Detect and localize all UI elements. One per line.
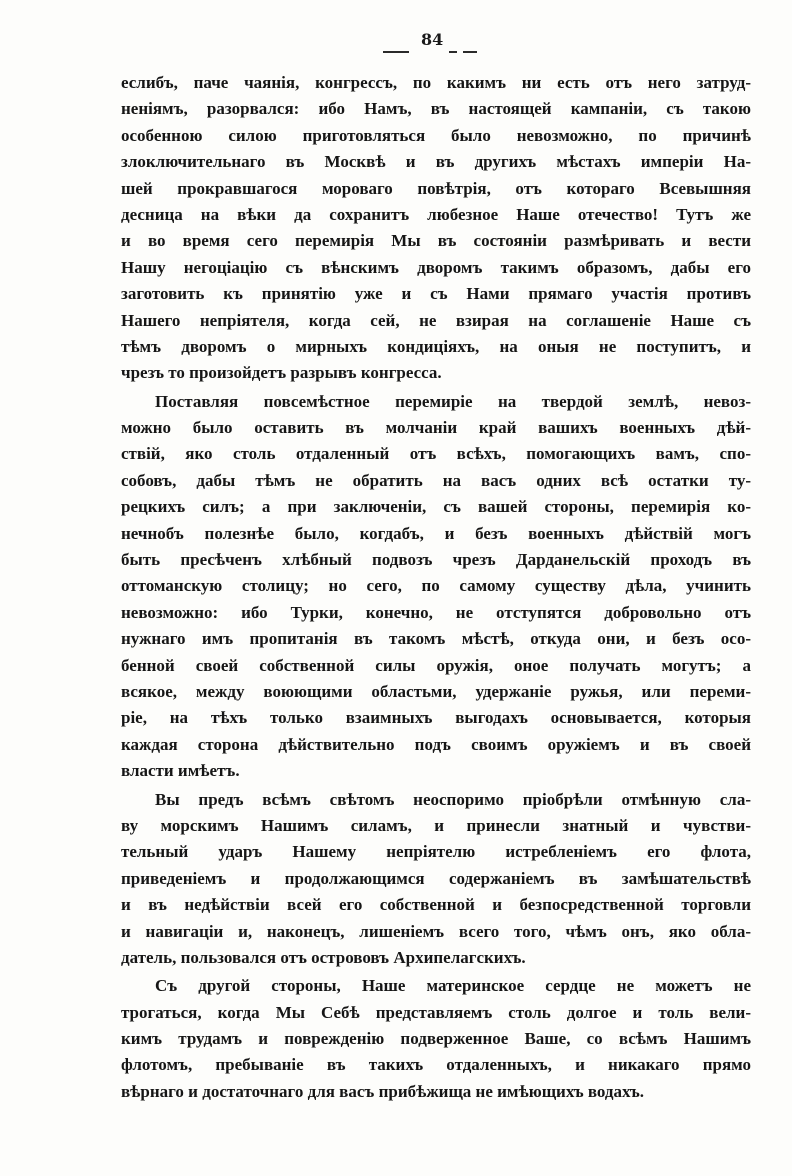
text-line: Поставляя повсемѣстное перемиріе на твердой землѣ, невоз-	[155, 391, 751, 411]
text-line: ствій, яко столь отдаленный отъ всѣхъ, помогающихъ вамъ, спо-	[121, 444, 751, 464]
text-line: каждая сторона дѣйствительно подъ своимъ оружіемъ и въ своей	[121, 734, 751, 754]
body-text	[121, 70, 751, 1105]
text-line: трогаться, когда Мы Себѣ представляемъ столь долгое и толь вели-	[121, 1002, 751, 1022]
text-line: десница на вѣки да сохранитъ любезное Наше отечество! Тутъ же	[121, 204, 751, 224]
text-line: чрезъ то произойдетъ разрывъ конгресса.	[121, 363, 442, 383]
header-rule-left	[383, 51, 409, 53]
text-line: Вы предъ всѣмъ свѣтомъ неоспоримо пріобрѣли отмѣнную сла-	[155, 789, 751, 809]
text-line: быть пресѣченъ хлѣбный подвозъ чрезъ Дарданельскій проходъ въ	[121, 550, 751, 570]
text-line: особенною силою приготовляться было невозможно, по причинѣ	[121, 125, 751, 145]
text-line: нечнобъ полезнѣе было, когдабъ, и безъ военныхъ дѣйствій могъ	[121, 523, 751, 543]
text-line: ву морскимъ Нашимъ силамъ, и принесли знатный и чувстви-	[121, 815, 751, 835]
text-line: Нашу негоціацію съ вѣнскимъ дворомъ такимъ образомъ, дабы его	[121, 257, 751, 277]
text-line: власти имѣетъ.	[121, 761, 240, 781]
paragraph	[121, 389, 751, 785]
text-line: можно было оставить въ молчаніи край вашихъ военныхъ дѣй-	[121, 418, 751, 438]
text-line: и въ недѣйствіи всей его собственной и безпосредственной торговли	[121, 895, 751, 915]
text-line: заготовить къ принятію уже и съ Нами прямаго участія противъ	[121, 284, 751, 304]
text-line: бенной своей собственной силы оружія, оное получать могутъ; а	[121, 655, 751, 675]
text-line: и во время сего перемирія Мы въ состояніи размѣривать и вести	[121, 231, 751, 251]
text-line: ріе, на тѣхъ только взаимныхъ выгодахъ основывается, которыя	[121, 708, 751, 728]
text-line: приведеніемъ и продолжающимся содержаніемъ въ замѣшательствѣ	[121, 868, 751, 888]
text-line: Съ другой стороны, Наше материнское сердце не можетъ не	[155, 976, 751, 996]
text-line: тельный ударъ Нашему непріятелю истребленіемъ его флота,	[121, 842, 751, 862]
text-line: всякое, между воюющими областьми, удержаніе ружья, или переми-	[121, 681, 751, 701]
text-line: вѣрнаго и достаточнаго для васъ прибѣжища не имѣющихъ водахъ.	[121, 1081, 645, 1101]
text-line: злоключительнаго въ Москвѣ и въ другихъ мѣстахъ имперіи На-	[121, 152, 751, 172]
text-line: оттоманскую столицу; но сего, по самому существу дѣла, учинить	[121, 576, 751, 596]
text-line: собовъ, дабы тѣмъ не обратить на васъ одних всѣ остатки ту-	[121, 470, 751, 490]
paragraph	[121, 70, 751, 387]
text-line: Нашего непріятеля, когда сей, не взирая на соглашеніе Наше съ	[121, 310, 751, 330]
text-line: еслибъ, паче чаянія, конгрессъ, по какимъ ни есть отъ него затруд-	[121, 73, 751, 92]
header-rule-right-a	[449, 51, 457, 53]
text-line: тѣмъ дворомъ о мирныхъ кондиціяхъ, на оныя не поступитъ, и	[121, 336, 751, 356]
paragraph	[121, 973, 751, 1105]
header-rule-right-b	[463, 51, 477, 53]
text-line: нужнаго имъ пропитанія въ такомъ мѣстѣ, откуда они, и безъ осо-	[121, 629, 751, 649]
page-header	[0, 28, 792, 58]
text-line: датель, пользовался отъ острововъ Архипелагскихъ.	[121, 947, 526, 967]
text-line: и навигаціи и, наконецъ, лишеніемъ всего того, чѣмъ онъ, яко обла-	[121, 921, 751, 941]
page-number: 84	[421, 30, 444, 49]
text-line: кимъ трудамъ и поврежденію подверженное Ваше, со всѣмъ Нашимъ	[121, 1029, 751, 1049]
paragraph	[121, 787, 751, 972]
text-line: флотомъ, пребываніе въ такихъ отдаленныхъ, и никакаго прямо	[121, 1055, 751, 1075]
text-line: невозможно: ибо Турки, конечно, не отступятся добровольно отъ	[121, 602, 751, 622]
text-line: неніямъ, разорвался: ибо Намъ, въ настоящей кампаніи, съ такою	[121, 99, 751, 119]
text-line: рецкихъ силъ; а при заключеніи, съ вашей стороны, перемирія ко-	[121, 497, 751, 517]
text-line: шей прокравшагося мороваго повѣтрія, отъ котораго Всевышняя	[121, 178, 751, 198]
